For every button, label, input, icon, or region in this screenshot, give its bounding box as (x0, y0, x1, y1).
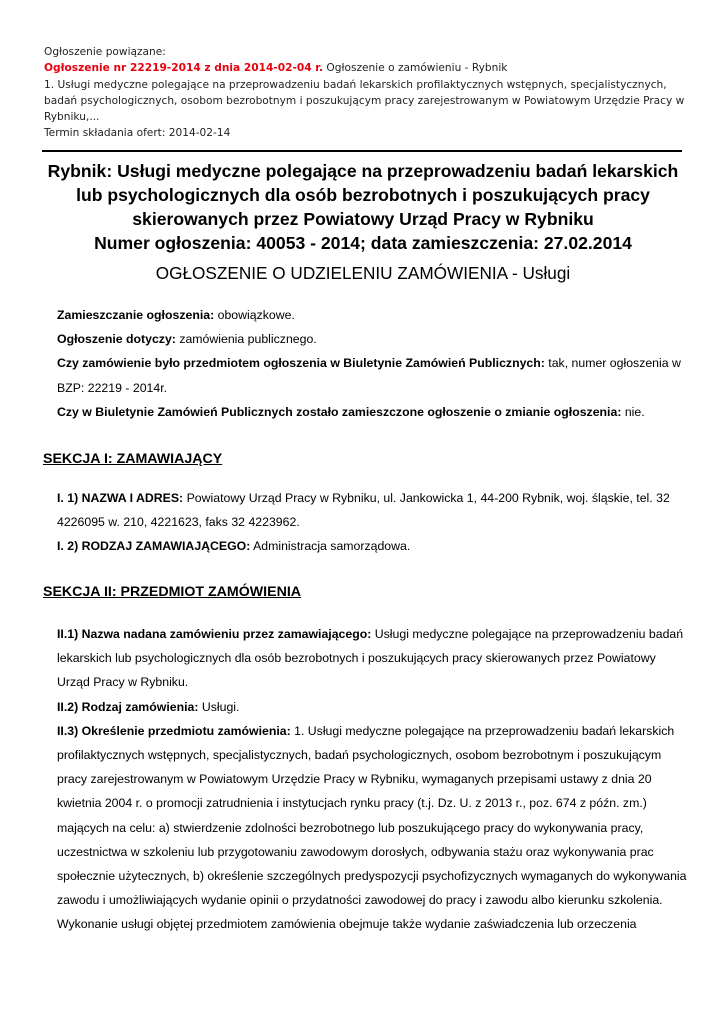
related-notice-link[interactable]: Ogłoszenie nr 22219-2014 z dnia 2014-02-04 r. (44, 62, 324, 75)
contracting-name-address: I. 1) NAZWA I ADRES: Powiatowy Urząd Pracy w Rybniku, ul. Jankowicka 1, 44-200 Rybnik, woj. śląskie, tel. 32 (57, 491, 670, 505)
contract-name: II.1) Nazwa nadana zamówieniu przez zamawiającego: Usługi medyczne polegające na przeprowadzeniu badań (57, 627, 684, 641)
contract-description-line: uczestnictwa w szkoleniu lub przygotowaniu zawodowym dorosłych, odbywania stażu oraz wykonywania prac (57, 844, 654, 859)
section1-content (57, 486, 687, 559)
document-subtitle: OGŁOSZENIE O UDZIELENIU ZAMÓWIENIA - Usługi (155, 263, 571, 283)
title-line: skierowanych przez Powiatowy Urząd Pracy w Rybniku (132, 209, 594, 229)
field-concerns: Ogłoszenie dotyczy: zamówienia publicznego. (57, 332, 317, 347)
related-summary-line: Rybniku,... (44, 111, 100, 124)
contract-description-line: zawodu i umożliwiających wydanie opinii o przydatności zawodowej do pracy i zawodu albo kierunku szkolenia. (57, 893, 663, 908)
contracting-phone: 4226095 w. 210, 4221623, faks 32 4223962. (57, 515, 300, 530)
field-bzp-number: BZP: 22219 - 2014r. (57, 380, 168, 395)
intro-fields (57, 303, 687, 424)
section-heading: SEKCJA I: ZAMAWIAJĄCY (43, 451, 223, 467)
title-line: lub psychologicznych dla osób bezrobotnych i poszukujących pracy (76, 185, 650, 205)
horizontal-divider (42, 150, 682, 152)
field-publication: Zamieszczanie ogłoszenia: obowiązkowe. (57, 308, 295, 322)
offer-deadline: Termin składania ofert: 2014-02-14 (44, 127, 231, 140)
related-label: Ogłoszenie powiązane: (44, 46, 166, 58)
section-heading: SEKCJA II: PRZEDMIOT ZAMÓWIENIA (43, 584, 302, 600)
contract-description: II.3) Określenie przedmiotu zamówienia: 1. Usługi medyczne polegające na przeprowadzeniu badań lekarskich (57, 723, 675, 738)
field-change-notice: Czy w Biuletynie Zamówień Publicznych zostało zamieszczone ogłoszenie o zmianie ogłoszenia: nie. (57, 404, 645, 419)
related-summary-line: badań psychologicznych, osobom bezrobotnym i poszukującym pracy zarejestrowanym w Powiatowym Urzędzie Pracy w (44, 94, 685, 107)
contract-description-line: kwietnia 2004 r. o promocji zatrudnienia i instytucjach rynku pracy (t.j. Dz. U. z 2013 r., poz. 674 z późn. zm.) (57, 796, 647, 811)
contract-description-line: pracy zarejestrowanym w Powiatowym Urzędzie Pracy w Rybniku, wymaganych przepisami ustawy z dnia 20 (57, 772, 652, 787)
related-notice-header (44, 44, 684, 142)
contract-description-line: Wykonanie usługi objętej przedmiotem zamówienia obejmuje także wydanie zaświadczenia lub orzeczenia (57, 917, 637, 932)
contract-name-cont: Urząd Pracy w Rybniku. (57, 675, 189, 690)
section2-content (57, 622, 687, 937)
related-notice-line (44, 60, 684, 76)
notice-number-line: Numer ogłoszenia: 40053 - 2014; data zamieszczenia: 27.02.2014 (94, 233, 632, 253)
contracting-type: I. 2) RODZAJ ZAMAWIAJĄCEGO: Administracja samorządowa. (57, 539, 411, 554)
title-line: Rybnik: Usługi medyczne polegające na przeprowadzeniu badań lekarskich (47, 161, 679, 181)
related-notice-suffix: Ogłoszenie o zamówieniu - Rybnik (323, 62, 508, 75)
related-summary-line: 1. Usługi medyczne polegające na przeprowadzeniu badań lekarskich profilaktycznych wstępnych, specjalistycznych, (44, 78, 667, 91)
contract-description-line: społecznie użytecznych, b) określenie szczególnych predyspozycji psychofizycznych wymaganych do wykonywania (57, 869, 687, 884)
document-title (44, 159, 682, 255)
contract-description-line: mających na celu: a) stwierdzenie zdolności bezrobotnego lub poszukującego pracy do wykonywania pracy, (57, 820, 644, 835)
contract-description-line: profilaktycznych wstępnych, specjalistycznych, badań psychologicznych, osobom bezrobotnym i poszukującym (57, 748, 662, 763)
field-bzp-notice: Czy zamówienie było przedmiotem ogłoszenia w Biuletynie Zamówień Publicznych: tak, numer ogłoszenia w (57, 356, 681, 371)
contract-kind: II.2) Rodzaj zamówienia: Usługi. (57, 699, 240, 714)
contract-name-cont: lekarskich lub psychologicznych dla osób bezrobotnych i poszukujących pracy skierowanych przez Powiatowy (57, 651, 656, 666)
